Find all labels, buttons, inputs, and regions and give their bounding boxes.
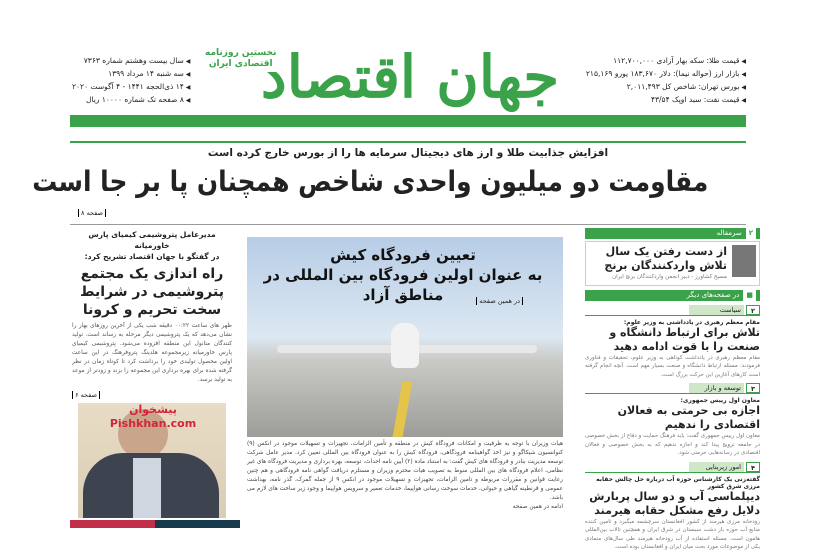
editorial-headline[interactable]: از دست رفتن یک سال تلاش واردکنندگان برنج xyxy=(604,245,727,272)
center-headline[interactable]: تعیین فرودگاه کیش به عنوان اولین فرودگاه بین المللی در مناطق آزاد xyxy=(263,246,543,304)
list-item: ۳ توسعه و بازار معاون اول رییس جمهوری: اجازه بی حرمتی به فعالان اقتصادی را ندهیم معاون اول رییس جمهوری گفت: باید فرهنگ حمایت و دفاع از بخش خصوصی در جامعه ترویج پیدا کند و اجازه ندهیم که به بخش خصوصی و فعالان اقتصادی در رسانه‌هایی حرمتی شود. xyxy=(585,384,760,456)
bottom-ad-strip xyxy=(70,520,240,528)
divider xyxy=(70,141,746,143)
issue-date-hijri: ◀ ۱۴ ذی‌الحجه ۱۴۴۱ - ۴ آگوست ۲۰۲۰ xyxy=(72,81,190,94)
continued-link[interactable]: ادامه در همین صفحه xyxy=(512,504,563,510)
story-body: هیات وزیران با توجه به ظرفیت و امکانات فرودگاه کیش در منطقه و تأمین الزامات، تجهیزات و تسهیلات موجود در انکس (۹) کنوانسیون شیکاگو و نیز اخذ گواهینامه فرودگاهی، فرودگاه کیش را به عنوان فرودگاه بین المللی تعیین کرد. مدیر عامل شرکت توسعه مدیریت بنادر و فرودگاه های کیش گفت: به استناد ماده (۲) آیین نامه احداث، توسعه، بهره برداری و مدیریت فرودگاه های غیر نظامی، اعلام فرودگاه های بین المللی منوط به تصویب هیات محترم وزیران و مستلزم دریافت گواهی نامه فرودگاهی و هم چنین رعایت قوانین و مقررات مربوطه و تامین الزامات، تجهیزات و تسهیلات موجود در انکس ۹ از جمله گمرک، گذر نامه، بهداشت عمومی و قرنطینه گیاهی و حیوانی، خدمات سوخت رسانی هواپیما، خدمات تعمیر و سرویس هواپیما و وجود زیر ساخت های لازم می باشد. xyxy=(247,441,563,501)
lead-subhead: افزایش جذابیت طلا و ارز های دیجیتال سرمایه ها را از بورس خارج کرده است xyxy=(207,147,609,159)
issue-number: ◀ سال بیست وهشتم شماره ۷۳۶۳ xyxy=(72,55,190,68)
currency-price: ◀ بازار ارز (حواله نیما): دلار ۱۸۳,۶۷۰ یورو ۲۱۵,۱۶۹ xyxy=(586,68,746,81)
airport-photo xyxy=(247,237,563,437)
issue-price: ◀ ۸ صفحه تک شماره ۱۰۰۰۰ ریال xyxy=(72,94,190,107)
item-headline[interactable]: دیپلماسی آب و دو سال پربارش دلایل رفع مشکل حقابه هیرمند xyxy=(589,489,760,517)
market-info xyxy=(586,55,746,107)
item-headline[interactable]: تلاش برای ارتباط دانشگاه و صنعت را با قوت ادامه دهید xyxy=(609,325,760,353)
oil-price: ◀ قیمت نفت: سبد اوپک ۴۳/۵۴ xyxy=(586,94,746,107)
tagline: نخستین روزنامه اقتصادی ایران xyxy=(205,48,277,69)
editorial-author: مسیح کشاورز - دبیر انجمن واردکنندگان برنج ایران xyxy=(612,274,727,280)
issue-info xyxy=(72,55,190,107)
gold-price: ◀ قیمت طلا: سکه بهار آزادی ۱۱۲,۷۰۰,۰۰۰ xyxy=(586,55,746,68)
right-column xyxy=(585,228,760,552)
issue-date: ◀ سه شنبه ۱۴ مرداد ۱۳۹۹ xyxy=(72,68,190,81)
page-ref: صفحه ۶ xyxy=(72,391,100,399)
story-headline[interactable]: راه اندازی یک مجتمع پتروشیمی در شرایط سخت تحریم و کرونا xyxy=(80,266,224,318)
stock-index: ◀ بورس تهران: شاخص کل ۲,۰۱۱,۴۹۳ xyxy=(586,81,746,94)
logo-bar xyxy=(70,115,746,127)
interview-photo xyxy=(78,403,226,518)
other-pages-header: ■ در صفحه‌های دیگر xyxy=(585,290,760,301)
divider xyxy=(70,224,746,225)
story-body: ظهر های ساعت ۰۰:۲۲ دقیقه شب یکی از آخرین روزهای بهار را نشان می‌دهد که یک پتروشیمی دیگر مرحله به رساند است. تولید کنندگان متانول این منطقه افزوده می‌شود. پتروشیمی کیمیای پارس خاورمیانه زیرمجموعه هلدینگ پتروفرهنگ در این ساعت اولین محصول تولیدی خود را برداشت کرد تا کوتاه زمان در نظر گرفته شده برای بهره برداری این مجموعه را بزند و زودتر از موعد به تولید برسد. xyxy=(72,323,232,383)
center-story xyxy=(247,440,563,512)
list-item: ۲ سیاست مقام معظم رهبری در یادداشتی به وزیر علوم: تلاش برای ارتباط دانشگاه و صنعت را با قوت ادامه دهید مقام معظم رهبری در یادداشت کوتاهی به وزیر علوم، تحقیقات و فناوری فرمودند: مسئله ارتباط دانشگاه و صنعت بسیار مهم است. آنچه انجام گرفته است کارهای آغازین این حرکت بزرگ است. xyxy=(585,305,760,378)
editorial-header: ۲ سرمقاله xyxy=(585,228,760,239)
list-item: ۴ امور زیربنایی گفته‌زنی یک کارشناس حوزه آب درباره حل چالش حقابه مرزی شرق کشور دیپلماسی آب و دو سال پربارش دلایل رفع مشکل حقابه هیرمند رودخانه مرزی هیرمند از کشور افغانستان سرچشمه میگیرد و تامین کننده منابع آب حوزه باز دشت سیستان در شرق ایران و همچنین تالاب بین‌المللی هامون است. مسئله استفاده از آب رودخانه هیرمند طی سال‌های متمادی یکی از موضوعات مورد بحث میان ایران و افغانستان بوده است. xyxy=(585,462,760,550)
page-ref: صفحه ۸ xyxy=(78,209,106,217)
page-ref: در همین صفحه xyxy=(476,297,523,305)
left-story xyxy=(72,229,232,518)
item-headline[interactable]: اجازه بی حرمتی به فعالان اقتصادی را ندهیم xyxy=(617,404,760,431)
newspaper-logo: جهان اقتصاد xyxy=(260,43,560,111)
kicker: مدیرعامل پتروشیمی کیمیای پارس خاورمیانه xyxy=(88,230,216,250)
watermark: پیشخوان Pishkhan.com xyxy=(109,403,197,430)
kicker: در گفتگو با جهان اقتصاد تشریح کرد: xyxy=(84,252,220,261)
lead-headline: مقاومت دو میلیون واحدی شاخص همچنان پا بر جا است xyxy=(32,165,709,198)
author-photo xyxy=(732,245,756,277)
